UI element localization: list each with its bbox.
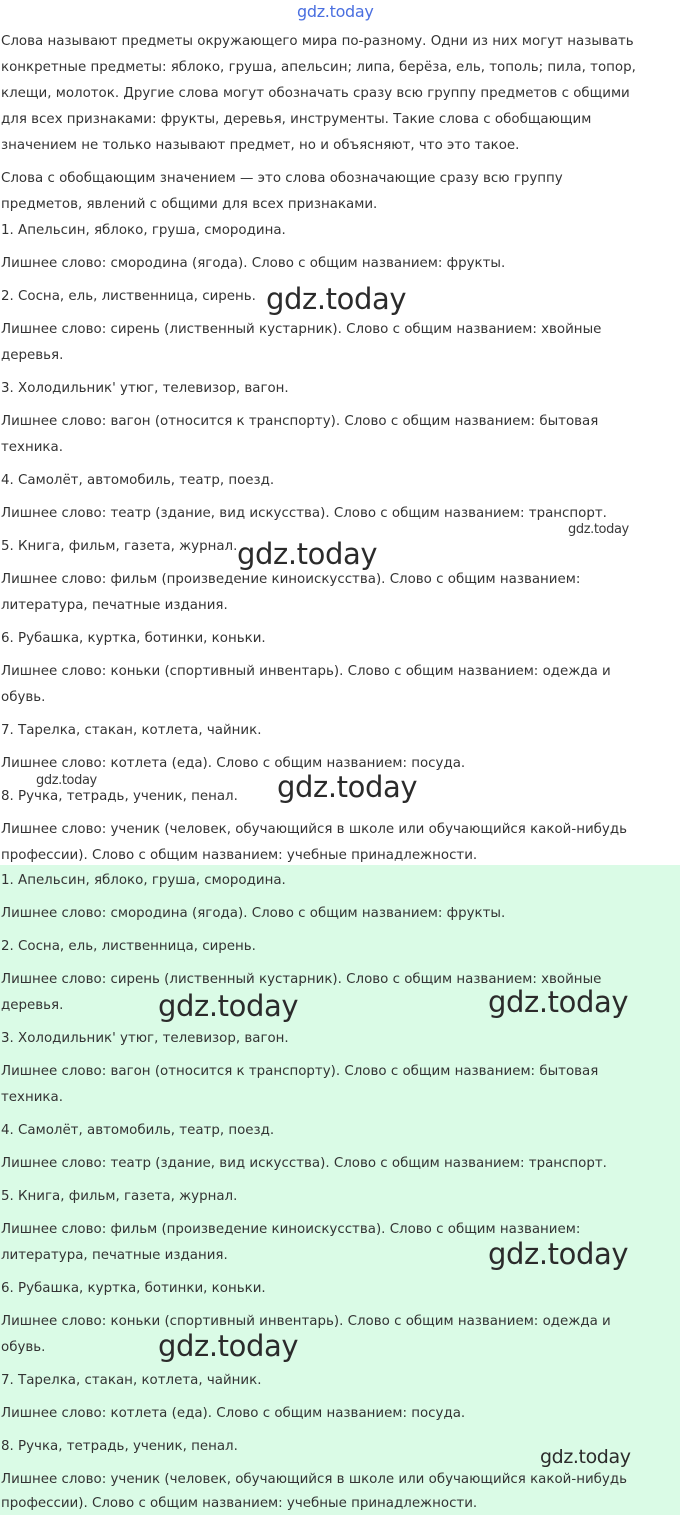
watermark: gdz.today [568,522,629,537]
item-explanation: обувь. [1,690,46,705]
intro-line: конкретные предметы: яблоко, груша, апельсин; липа, берёза, ель, тополь; пила, топор, [1,60,636,75]
item-explanation: Лишнее слово: вагон (относится к транспорту). Слово с общим названием: бытовая [1,1064,599,1079]
item-words: 2. Сосна, ель, лиственница, сирень. [1,939,256,954]
item-words: 2. Сосна, ель, лиственница, сирень. [1,289,256,304]
definition-line: предметов, явлений с общими для всех признаками. [1,197,378,212]
watermark: gdz.today [488,985,629,1019]
item-words: 8. Ручка, тетрадь, ученик, пенал. [1,789,238,804]
item-explanation: литература, печатные издания. [1,1248,228,1263]
item-explanation: Лишнее слово: ученик (человек, обучающийся в школе или обучающийся какой-нибудь [1,1472,627,1487]
intro-line: Слова называют предметы окружающего мира по-разному. Одни из них могут называть [1,34,634,49]
item-explanation: профессии). Слово с общим названием: учебные принадлежности. [1,848,478,863]
intro-line: значением не только называют предмет, но и объясняют, что это такое. [1,138,520,153]
item-explanation: техника. [1,1090,63,1105]
item-words: 5. Книга, фильм, газета, журнал. [1,539,238,554]
watermark: gdz.today [158,989,299,1023]
item-explanation: Лишнее слово: смородина (ягода). Слово с общим названием: фрукты. [1,906,506,921]
item-explanation: Лишнее слово: вагон (относится к транспорту). Слово с общим названием: бытовая [1,414,599,429]
item-words: 1. Апельсин, яблоко, груша, смородина. [1,223,286,238]
item-explanation: Лишнее слово: фильм (произведение киноискусства). Слово с общим названием: [1,572,581,587]
item-explanation: Лишнее слово: театр (здание, вид искусства). Слово с общим названием: транспорт. [1,506,607,521]
header-watermark: gdz.today [297,2,374,21]
item-explanation: Лишнее слово: ученик (человек, обучающийся в школе или обучающийся какой-нибудь [1,822,627,837]
item-explanation: профессии). Слово с общим названием: учебные принадлежности. [1,1496,478,1511]
item-words: 3. Холодильник' утюг, телевизор, вагон. [1,381,289,396]
watermark: gdz.today [237,537,378,571]
item-explanation: Лишнее слово: котлета (еда). Слово с общим названием: посуда. [1,756,466,771]
item-words: 7. Тарелка, стакан, котлета, чайник. [1,723,262,738]
watermark: gdz.today [488,1237,629,1271]
item-explanation: деревья. [1,998,64,1013]
item-words: 3. Холодильник' утюг, телевизор, вагон. [1,1031,289,1046]
item-explanation: Лишнее слово: коньки (спортивный инвентарь). Слово с общим названием: одежда и [1,664,611,679]
item-explanation: Лишнее слово: сирень (лиственный кустарник). Слово с общим названием: хвойные [1,322,602,337]
item-words: 6. Рубашка, куртка, ботинки, коньки. [1,1281,266,1296]
item-words: 1. Апельсин, яблоко, груша, смородина. [1,873,286,888]
item-explanation: техника. [1,440,63,455]
intro-line: для всех признаками: фрукты, деревья, инструменты. Такие слова с обобщающим [1,112,592,127]
item-explanation: Лишнее слово: фильм (произведение киноискусства). Слово с общим названием: [1,1222,581,1237]
item-explanation: Лишнее слово: смородина (ягода). Слово с общим названием: фрукты. [1,256,506,271]
item-explanation: Лишнее слово: сирень (лиственный кустарник). Слово с общим названием: хвойные [1,972,602,987]
intro-line: клещи, молоток. Другие слова могут обозначать сразу всю группу предметов с общими [1,86,630,101]
item-words: 4. Самолёт, автомобиль, театр, поезд. [1,473,275,488]
item-explanation: Лишнее слово: котлета (еда). Слово с общим названием: посуда. [1,1406,466,1421]
item-explanation: обувь. [1,1340,46,1355]
watermark: gdz.today [36,773,97,788]
watermark: gdz.today [266,282,407,316]
watermark: gdz.today [540,1446,631,1468]
item-explanation: литература, печатные издания. [1,598,228,613]
item-explanation: деревья. [1,348,64,363]
definition-line: Слова с обобщающим значением — это слова обозначающие сразу всю группу [1,171,563,186]
item-words: 5. Книга, фильм, газета, журнал. [1,1189,238,1204]
watermark: gdz.today [158,1329,299,1363]
item-words: 7. Тарелка, стакан, котлета, чайник. [1,1373,262,1388]
item-words: 8. Ручка, тетрадь, ученик, пенал. [1,1439,238,1454]
item-words: 4. Самолёт, автомобиль, театр, поезд. [1,1123,275,1138]
item-words: 6. Рубашка, куртка, ботинки, коньки. [1,631,266,646]
item-explanation: Лишнее слово: коньки (спортивный инвентарь). Слово с общим названием: одежда и [1,1314,611,1329]
item-explanation: Лишнее слово: театр (здание, вид искусства). Слово с общим названием: транспорт. [1,1156,607,1171]
watermark: gdz.today [277,770,418,804]
